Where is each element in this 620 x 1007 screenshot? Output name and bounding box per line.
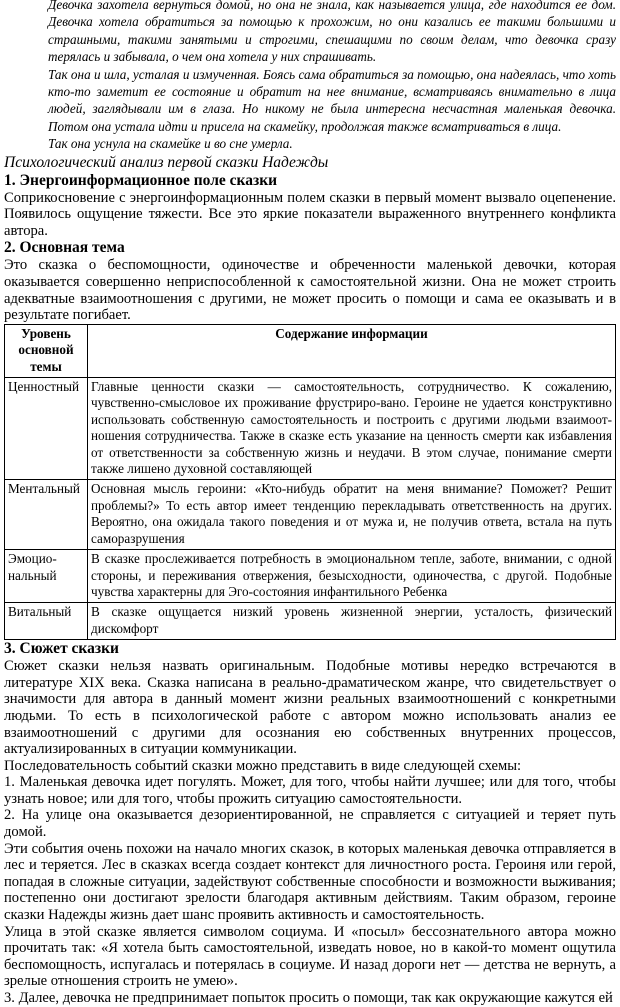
header-level: Уровень основной темы <box>5 324 88 377</box>
level-cell: Ценностный <box>5 378 88 480</box>
table-header-row <box>5 324 616 377</box>
level-cell: Эмоцио-нальный <box>5 550 88 603</box>
level-cell: Витальный <box>5 603 88 640</box>
plot-paragraph: 1. Маленькая девочка идет погулять. Может, для того, чтобы найти лучшее; или для того, чтобы узнать новое; или для того, чтобы прожить ситуацию самостоятельности. <box>4 774 616 807</box>
plot-paragraph: 2. На улице она оказывается дезориентированной, не справляется с ситуацией и теряет путь домой. <box>4 807 616 841</box>
content-cell: Основная мысль героини: «Кто-нибудь обратит на меня внимание? Поможет? Решит проблемы?» То есть автор имеет тенденцию перекладывать ответственность на других. Вероятно, она ожидала такого поведения и от мужа и, не получив ответа, встала на путь саморазрушения <box>88 480 616 550</box>
section-title: Психологический анализ первой сказки Надежды <box>4 153 329 171</box>
plot-paragraph: Сюжет сказки нельзя назвать оригинальным. Подобные мотивы нередко встречаются в литературе XIX века. Сказка написана в реально-драматическом жанре, что свидетельствует о значимости для автора в данный момент жизни реальных взаимоотношений с конкретными людьми. То есть в психологической работе с автором можно использовать анализ ее взаимоотношений с другими для осознания ею собственных внутренних процессов, актуализированных в ситуации коммуникации. <box>4 658 616 758</box>
plot-paragraph: 3. Далее, девочка не предпринимает попыток просить о помощи, так как окружающие кажутся ей <box>4 990 613 1006</box>
heading-main-theme: 2. Основная тема <box>4 239 125 257</box>
document-page <box>4 0 616 1007</box>
heading-plot: 3. Сюжет сказки <box>4 640 119 658</box>
plot-paragraph: Улица в этой сказке является символом социума. И «посыл» бессознательного автора можно прочитать так: «Я хотела быть самостоятельной, изведать новое, но в какой-то момент ощутила беспомощность, испугалась и потерялась в социуме. И назад дороги нет — детства не вернуть, а зрелые отношения строить не умею». <box>4 923 616 990</box>
table-row <box>5 378 616 480</box>
energy-field-text: Соприкосновение с энергоинформационным полем сказки в первый момент вызвало оцепенение. Появилось ощущение тяжести. Все это яркие показатели выраженного внутреннего конфликта автора. <box>4 189 616 239</box>
heading-energy-field: 1. Энергоинформационное поле сказки <box>4 171 278 189</box>
table-row <box>5 480 616 550</box>
content-cell: В сказке прослеживается потребность в эмоциональном тепле, заботе, внимании, с одной стороны, и переживания отвержения, безысходности, одиночества, с другой. Подобные чувства характерны для Эго-состояния инфантильного Ребенка <box>88 550 616 603</box>
theme-levels-table <box>4 324 616 640</box>
story-paragraph: Так она и шла, усталая и измученная. Боясь сама обратиться за помощью, она надеялась, что хоть кто-то заметит ее состояние и обратит на нее внимание, всматриваясь внимательно в лица людей, заглядывали им в глаза. Но никому не была интересна несчастная маленькая девочка. Потом она устала идти и присела на скамейку, продолжая также всматриваться в лица. <box>48 66 616 134</box>
header-content: Содержание информации <box>88 324 616 377</box>
main-theme-text: Это сказка о беспомощности, одиночестве и обреченности маленькой девочки, которая оказывается совершенно неприспособленной к самостоятельной жизни. Она не может строить адекватные взаимоотношения с другими, не может просить о помощи и сама ее оказывать и в результате погибает. <box>4 257 616 324</box>
content-cell: Главные ценности сказки — самостоятельность, сотрудничество. К сожалению, чувственно-смысловое их проживание фрустриро-вано. Героине не удается конструктивно использовать собственную самостоятельность и построить с другими людьми взаимоот-ношения сотрудничества. Также в сказке есть указание на ценность смерти как избавления от ответственности за собственную жизнь и неудачи. В этом случае, понимание смерти также лишено духовной составляющей <box>88 378 616 480</box>
table-row <box>5 603 616 640</box>
level-cell: Ментальный <box>5 480 88 550</box>
story-paragraph: Девочка захотела вернуться домой, но она не знала, как называется улица, где находится ее дом. Девочка хотела обратиться за помощью к прохожим, но они казались ее такими большими и страшными, такими занятыми и строгими, спешащими по своим делам, что девочка сразу терялась и забывала, о чем она хотела у них спрашивать. <box>48 0 616 65</box>
plot-paragraph: Эти события очень похожи на начало многих сказок, в которых маленькая девочка отправляется в лес и теряется. Лес в сказках всегда создает контекст для личностного роста. Героиня или герой, попадая в сложные ситуации, задействуют собственные способности и возможности выживания; постепенно они достигают зрелости благодаря активным действиям. Таким образом, героине сказки Надежды жизнь дает шанс проявить активность и самостоятельность. <box>4 840 616 924</box>
table-row <box>5 550 616 603</box>
story-paragraph: Так она уснула на скамейке и во сне умерла. <box>48 136 293 152</box>
plot-paragraph: Последовательность событий сказки можно представить в виде следующей схемы: <box>4 757 522 774</box>
content-cell: В сказке ощущается низкий уровень жизненной энергии, усталость, физический дискомфорт <box>88 603 616 640</box>
